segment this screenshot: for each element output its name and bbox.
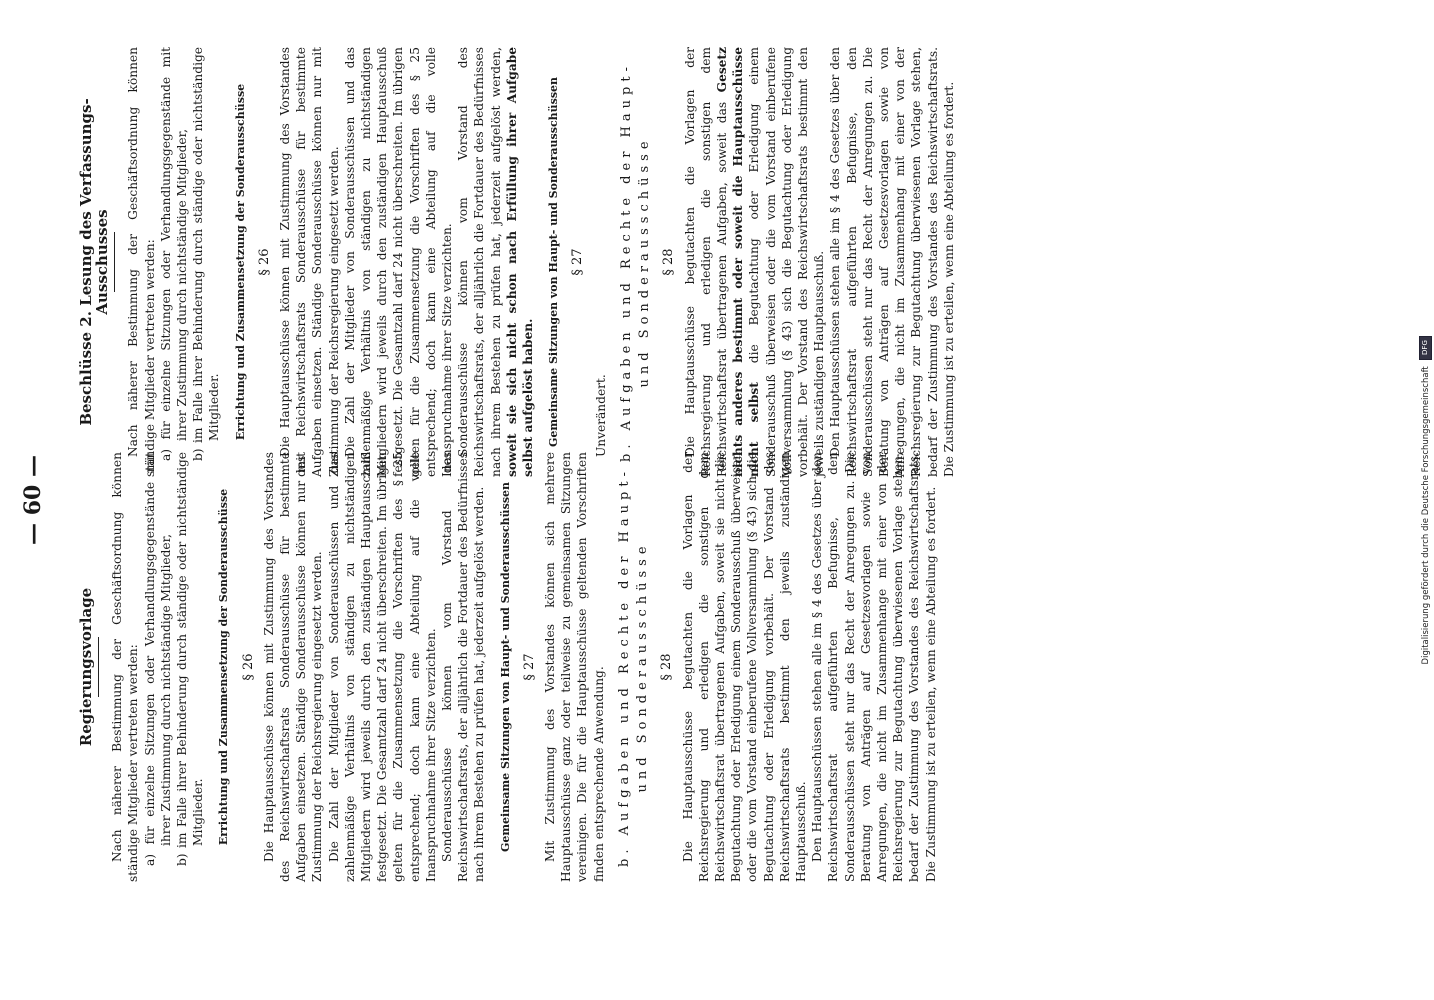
left-intro: Nach näherer Bestimmung der Geschäftsordnung können ständige Mitglieder vertreten werden: — [110, 452, 141, 882]
right-heading-b-line2: und Sonderausschüsse — [637, 136, 653, 388]
right-p28-2: Den Hauptausschüssen stehen alle im § 4 des Gesetzes über den Reichswirtschaftsrat aufgeführten Befugnisse, den Sonderausschüssen steht nur das Recht der Anregungen zu. Die Beratung von Anträgen auf Gesetzesvorlagen sowie von Anregungen, die nicht im Zusammenhang mit einer von der Reichsregierung zur Begutachtung überwiesenen Vorlage stehen, bedarf der Zustimmung des Vorstandes des Reichswirtschaftsrats. Die Zustimmung ist zu erteilen, wenn eine Abteilung es fordert. — [828, 47, 956, 477]
left-heading-b-line2: und Sonderausschüsse — [635, 541, 651, 793]
left-section-27: § 27 — [521, 653, 537, 681]
right-p26-3-amendment: soweit sie sich nicht schon nach Erfüllung ihrer Aufgabe selbst aufgelöst haben. — [504, 47, 536, 477]
footer-text: Digitalisierung gefördert durch die Deutsche Forschungsgemeinschaft — [1421, 366, 1431, 665]
left-p26-1: Die Hauptausschüsse können mit Zustimmung des Vorstandes des Reichswirtschaftsrats Sonderausschüsse für bestimmte Aufgaben einsetzen. Ständige Sonderausschüsse können nur mit Zustimmung der Reichsregierung eingesetzt werden. — [261, 452, 325, 882]
right-p26-3 — [455, 47, 536, 477]
left-section-26: § 26 — [240, 653, 256, 681]
right-item-a: a) für einzelne Sitzungen oder Verhandlungsgegenstände mit ihrer Zustimmung durch nichtständige Mitglieder, — [158, 47, 190, 461]
left-section-28: § 28 — [659, 653, 675, 681]
left-p28-2: Den Hauptausschüssen stehen alle im § 4 des Gesetzes über den Reichswirtschaftsrat aufgeführten Befugnisse, den Sonderausschüssen steht nur das Recht der Anregungen zu. Die Beratung von Anträgen auf Gesetzesvorlagen sowie von Anregungen, die nicht im Zusammenhange mit einer von der Reichsregierung zur Begutachtung überwiesenen Vorlage stehen, bedarf der Zustimmung des Vorstandes des Reichswirtschaftsrats. Die Zustimmung ist zu erteilen, wenn eine Abteilung es fordert. — [810, 452, 938, 882]
right-heading-errichtung: Errichtung und Zusammensetzung der Sonderausschüsse — [233, 83, 247, 441]
left-column-title: Regierungsvorlage — [77, 587, 95, 747]
right-p26-2: Die Zahl der Mitglieder von Sonderausschüssen und das zahlenmäßige Verhältnis von ständigen zu nichtständigen Mitgliedern wird jeweils durch den zuständigen Hauptausschuß festgesetzt. Die Gesamtzahl darf 24 nicht überschreiten. Im übrigen gelten für die Zusammensetzung die Vorschriften des § 25 entsprechend; doch kann eine Abteilung auf die volle Inanspruchnahme ihrer Sitze verzichten. — [342, 47, 455, 477]
right-column-beschluesse — [78, 47, 957, 477]
left-p26-2: Die Zahl der Mitglieder von Sonderausschüssen und das zahlenmäßige Verhältnis von ständigen zu nichtständigen Mitgliedern wird jeweils durch den zuständigen Hauptausschuß festgesetzt. Die Gesamtzahl darf 24 nicht überschreiten. Im übrigen gelten für die Zusammensetzung die Vorschriften des § 25 entsprechend; doch kann eine Abteilung auf die volle Inanspruchnahme ihrer Sitze verzichten. — [326, 452, 438, 882]
left-column-regierungsvorlage — [78, 452, 939, 882]
right-section-26: § 26 — [256, 248, 272, 276]
right-section-28: § 28 — [661, 248, 677, 276]
left-heading-gemeinsame-sitzungen: Gemeinsame Sitzungen von Haupt- und Sonderausschüssen — [498, 481, 512, 853]
right-intro: Nach näherer Bestimmung der Geschäftsordnung können ständige Mitglieder vertreten werden: — [126, 47, 157, 477]
title-rule — [98, 637, 99, 697]
right-p28-1-text-a: Die Hauptausschüsse begutachten die Vorlagen der Reichsregierung und erledigen die sonstigen dem Reichswirtschaftsrat übertragenen Aufgaben, soweit das — [682, 47, 729, 477]
right-p28-1 — [682, 47, 828, 477]
right-unchanged-note: Unverändert. — [593, 374, 608, 457]
right-column-title: Beschlüsse 2. Lesung des Verfassungs-Ausschusses — [77, 98, 112, 426]
title-rule — [114, 232, 115, 292]
right-heading-b-line1: b. Aufgaben und Rechte der Haupt- — [618, 62, 634, 462]
right-p28-1-text-c: die Begutachtung oder Erledigung einem Sonderausschuß überweisen oder die vom Vorstand einberufene Vollversammlung (§ 43) sich die Begutachtung oder Erledigung vorbehält. Der Vorstand des Reichswirtschaftsrats bestimmt den jeweils zuständigen Hauptausschuß. — [747, 47, 827, 477]
left-p26-3: Sonderausschüsse können vom Vorstand des Reichswirtschaftsrats, der alljährlich die Fortdauer des Bedürfnisses nach ihrem Bestehen zu prüfen hat, jederzeit aufgelöst werden. — [440, 452, 487, 882]
left-item-a: a) für einzelne Sitzungen oder Verhandlungsgegenstände mit ihrer Zustimmung durch nichtständige Mitglieder, — [142, 452, 173, 866]
right-section-27: § 27 — [570, 248, 586, 276]
left-heading-b-line1: b. Aufgaben und Rechte der Haupt- — [616, 467, 632, 867]
right-p28-1-amendment: Gesetz nichts anderes bestimmt oder soweit die Hauptausschüsse nicht selbst — [714, 47, 762, 477]
right-item-b: b) im Falle ihrer Behinderung durch ständige oder nichtständige Mitglieder. — [191, 47, 222, 461]
right-p26-1: Die Hauptausschüsse können mit Zustimmung des Vorstandes des Reichswirtschaftsrats Sonderausschüsse für bestimmte Aufgaben einsetzen. Ständige Sonderausschüsse können nur mit Zustimmung der Reichsregierung eingesetzt werden. — [278, 47, 341, 477]
digitization-footer — [1419, 0, 1432, 1000]
dfg-logo: DFG — [1419, 336, 1432, 360]
left-p27: Mit Zustimmung des Vorstandes können sich mehrere Hauptausschüsse ganz oder teilweise zu gemeinsamen Sitzungen vereinigen. Die für die Hauptausschüsse geltenden Vorschriften finden entsprechende Anwendung. — [543, 452, 606, 882]
left-item-b: b) im Falle ihrer Behinderung durch ständige oder nichtständige Mitglieder. — [175, 452, 206, 866]
page-number: — 60 — — [20, 455, 46, 545]
right-p26-3-text: Sonderausschüsse können vom Vorstand des Reichswirtschaftsrats, der alljährlich die Fortdauer des Bedürfnisses nach ihrem Bestehen zu prüfen hat, jederzeit aufgelöst werden, — [456, 47, 503, 477]
left-p28-1: Die Hauptausschüsse begutachten die Vorlagen der Reichsregierung und erledigen die sonstigen dem Reichswirtschaftsrat übertragenen Aufgaben, soweit sie nicht die Begutachtung oder Erledigung einem Sonderausschuß überweisen oder die vom Vorstand einberufene Vollversammlung (§ 43) sich die Begutachtung oder Erledigung vorbehält. Der Vorstand des Reichswirtschaftsrats bestimmt den jeweils zuständigen Hauptausschuß. — [680, 452, 808, 882]
left-heading-errichtung: Errichtung und Zusammensetzung der Sonderausschüsse — [217, 488, 231, 846]
right-heading-gemeinsame-sitzungen: Gemeinsame Sitzungen von Haupt- und Sonderausschüssen — [547, 76, 561, 448]
